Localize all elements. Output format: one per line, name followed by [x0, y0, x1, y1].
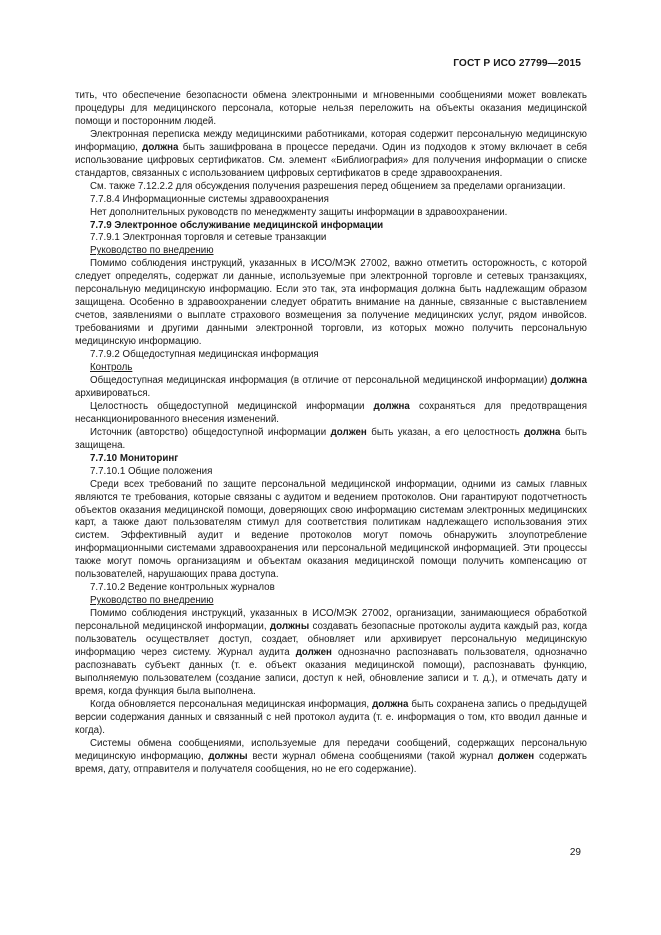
text-run: быть зашифрована в процессе передачи. Один из подходов к этому включает в себя использование цифровых сертификатов. См. элемент «Библиография» для получения информации о списке стандартов, связанных с использованием цифровых сертификатов в среде здравоохранения.	[75, 141, 588, 179]
section-heading-7-7-10-2: 7.7.10.2 Ведение контрольных журналов	[90, 582, 275, 594]
bold-term: должна	[372, 698, 409, 710]
guidance-label-text: Руководство по внедрению	[90, 245, 214, 257]
bold-term: должна	[550, 374, 587, 386]
paragraph	[75, 401, 587, 427]
paragraph	[75, 129, 587, 181]
paragraph	[75, 427, 587, 453]
text-run: быть сохранена запись о предыдущей версии содержания данных и связанный с ней протокол аудита (т. е. информация о том, кто вводил данные и когда).	[75, 698, 587, 736]
bold-term: должна	[373, 400, 410, 412]
section-heading-7-7-9-1: 7.7.9.1 Электронная торговля и сетевые транзакции	[90, 232, 327, 244]
document-body	[75, 90, 587, 777]
text-run: создавать безопасные протоколы аудита каждый раз, когда пользователь осуществляет доступ, создает, обновляет или архивирует персональную медицинскую информацию через систему. Журнал аудита	[75, 621, 587, 658]
bold-term: должна	[524, 426, 561, 438]
text-run: быть защищена.	[75, 426, 587, 451]
text-run: Системы обмена сообщениями, используемые для передачи сообщений, содержащих персональную медицинскую информацию,	[75, 737, 587, 762]
paragraph	[75, 738, 587, 777]
bold-term: должны	[208, 750, 248, 762]
guidance-label-text: Руководство по внедрению	[90, 595, 214, 607]
text-run: Целостность общедоступной медицинской информации	[90, 400, 374, 412]
text-run: быть указан, а его целостность	[366, 426, 525, 438]
bold-term: должен	[497, 750, 535, 762]
paragraph: Среди всех требований по защите персональной медицинской информации, одними из самых главных являются те требования, которые связаны с аудитом и ведением протоколов. Они гарантируют подотчетность объектов оказания медицинской помощи, доверяющих свою информацию системам электронных медицинских карт, а также дают пользователям стимул для соответствия политикам надлежащего использования этих систем. Эффективный аудит и ведение протоколов могут помочь обнаружить злоупотребление информационными системами здравоохранения или персональной медицинской информацией. Эти процессы также могут помочь организациям и объектам оказания медицинской помощи получить компенсацию от пользователей, нарушающих права доступа.	[75, 478, 587, 581]
paragraph: Нет дополнительных руководств по менеджменту защиты информации в здравоохранении.	[90, 206, 508, 218]
text-run: однозначно распознавать пользователя, однозначно распознавать субъект данных (т. е. объект оказания медицинской помощи), распознавать функцию, выполняемую пользователем (создание записи, доступ к ней, обновление записи и т. д.), и отмечать дату и время, когда функция была выполнена.	[75, 646, 587, 697]
section-heading-7-7-8-4: 7.7.8.4 Информационные системы здравоохранения	[90, 193, 329, 205]
text-run: Общедоступная медицинская информация (в отличие от персональной медицинской информации)	[90, 374, 551, 386]
paragraph: Помимо соблюдения инструкций, указанных в ИСО/МЭК 27002, важно отметить осторожность, с которой следует определять, содержат ли данные, используемые при электронной торговле и сетевых транзакциях, персональную медицинскую информацию. Если это так, эта информация должна быть надлежащим образом защищена. Особенно в здравоохранении следует обратить внимание на данные, связанные с выставлением счетов, заявлениями о выплате страхового возмещения за получение медицинских услуг, рядом инвойсов. требованиями и другими данными электронной торговли, из которых можно получить персональную медицинскую информацию.	[75, 258, 587, 348]
text-run: Когда обновляется персональная медицинская информация,	[90, 698, 373, 710]
guidance-label	[75, 595, 587, 608]
paragraph	[75, 699, 587, 738]
text-run: сохраняться для предотвращения несанкционированного внесения изменений.	[75, 400, 587, 425]
text-run: вести журнал обмена сообщениями (такой журнал	[247, 750, 498, 762]
paragraph: См. также 7.12.2.2 для обсуждения получения разрешения перед общением за пределами организации.	[90, 180, 566, 192]
bold-term: должны	[269, 621, 310, 633]
guidance-label	[75, 245, 587, 258]
bold-term: должен	[295, 646, 332, 658]
bold-term: должен	[330, 426, 367, 438]
text-run: Электронная переписка между медицинскими работниками, которая содержит персональную медицинскую информацию,	[75, 128, 587, 153]
bold-term: должна	[142, 141, 179, 153]
paragraph	[75, 375, 587, 401]
text-run: Помимо соблюдения инструкций, указанных в ИСО/МЭК 27002, организации, занимающиеся обработкой персональной медицинской информации,	[75, 608, 587, 633]
section-heading-7-7-9: 7.7.9 Электронное обслуживание медицинской информации	[90, 219, 384, 231]
control-label-text: Контроль	[90, 362, 133, 374]
page-number: 29	[569, 847, 581, 858]
section-heading-7-7-9-2: 7.7.9.2 Общедоступная медицинская информация	[90, 349, 319, 361]
control-label	[75, 362, 587, 375]
text-run: архивироваться.	[75, 387, 151, 399]
text-run: содержать время, дату, отправителя и получателя сообщения, но не его содержание).	[75, 750, 587, 775]
document-header: ГОСТ Р ИСО 27799—2015	[453, 58, 581, 69]
section-heading-7-7-10: 7.7.10 Мониторинг	[90, 452, 179, 464]
section-heading-7-7-10-1: 7.7.10.1 Общие положения	[90, 465, 213, 477]
paragraph	[75, 608, 587, 699]
paragraph: тить, что обеспечение безопасности обмена электронными и мгновенными сообщениями может вовлекать процедуры для медицинского персонала, которые нельзя переложить на объекты оказания медицинской помощи и посторонним людей.	[75, 90, 587, 127]
text-run: Источник (авторство) общедоступной информации	[90, 426, 331, 438]
